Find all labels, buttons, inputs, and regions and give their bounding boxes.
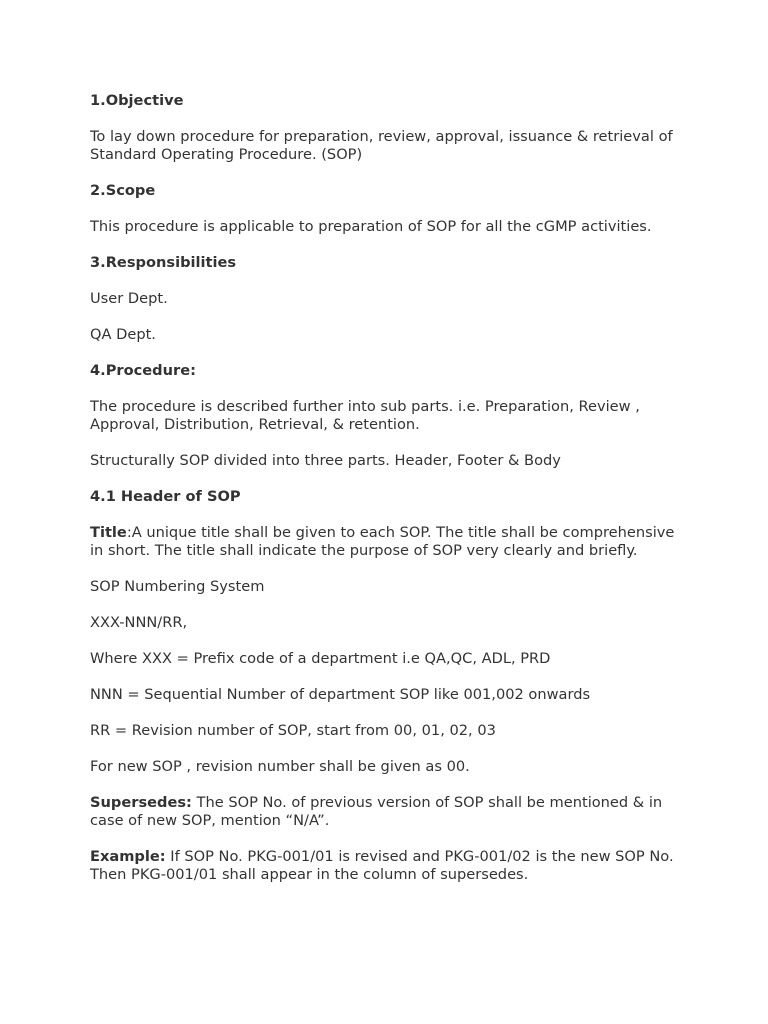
example-text: If SOP No. PKG-001/01 is revised and PKG-001/02 is the new SOP No. Then PKG-001/01 shall appear in the column of supersedes.	[90, 848, 674, 883]
title-label: Title	[90, 524, 127, 541]
responsibility-item-qa: QA Dept.	[90, 326, 156, 343]
supersedes-paragraph	[90, 794, 690, 830]
document-page	[90, 92, 690, 902]
numbering-format: XXX-NNN/RR,	[90, 614, 188, 631]
numbering-system-label: SOP Numbering System	[90, 578, 265, 595]
example-paragraph	[90, 848, 690, 884]
header-of-sop-heading: 4.1 Header of SOP	[90, 488, 241, 505]
structure-text: Structurally SOP divided into three parts. Header, Footer & Body	[90, 452, 561, 469]
supersedes-text: The SOP No. of previous version of SOP shall be mentioned & in case of new SOP, mention “N/A”.	[90, 794, 663, 829]
new-sop-revision-text: For new SOP , revision number shall be given as 00.	[90, 758, 470, 775]
objective-text: To lay down procedure for preparation, review, approval, issuance & retrieval of Standard Operating Procedure. (SOP)	[90, 128, 673, 163]
example-label: Example:	[90, 848, 166, 865]
sequential-number-definition: NNN = Sequential Number of department SOP like 001,002 onwards	[90, 686, 591, 703]
procedure-heading-label: .Procedure:	[100, 362, 196, 379]
supersedes-label: Supersedes:	[90, 794, 192, 811]
procedure-text: The procedure is described further into sub parts. i.e. Preparation, Review , Approval, Distribution, Retrieval, & retention.	[90, 398, 640, 433]
procedure-heading-number: 4	[90, 362, 101, 379]
scope-text: This procedure is applicable to preparation of SOP for all the cGMP activities.	[90, 218, 652, 235]
responsibility-item-user: User Dept.	[90, 290, 168, 307]
title-text: :A unique title shall be given to each SOP. The title shall be comprehensive in short. The title shall indicate the purpose of SOP very clearly and briefly.	[90, 524, 675, 559]
scope-heading: 2.Scope	[90, 182, 156, 199]
objective-heading: 1.Objective	[90, 92, 184, 109]
responsibilities-heading: 3.Responsibilities	[90, 254, 237, 271]
procedure-heading	[90, 362, 690, 380]
prefix-code-definition: Where XXX = Prefix code of a department i.e QA,QC, ADL, PRD	[90, 650, 551, 667]
title-paragraph	[90, 524, 690, 560]
revision-number-definition: RR = Revision number of SOP, start from 00, 01, 02, 03	[90, 722, 496, 739]
